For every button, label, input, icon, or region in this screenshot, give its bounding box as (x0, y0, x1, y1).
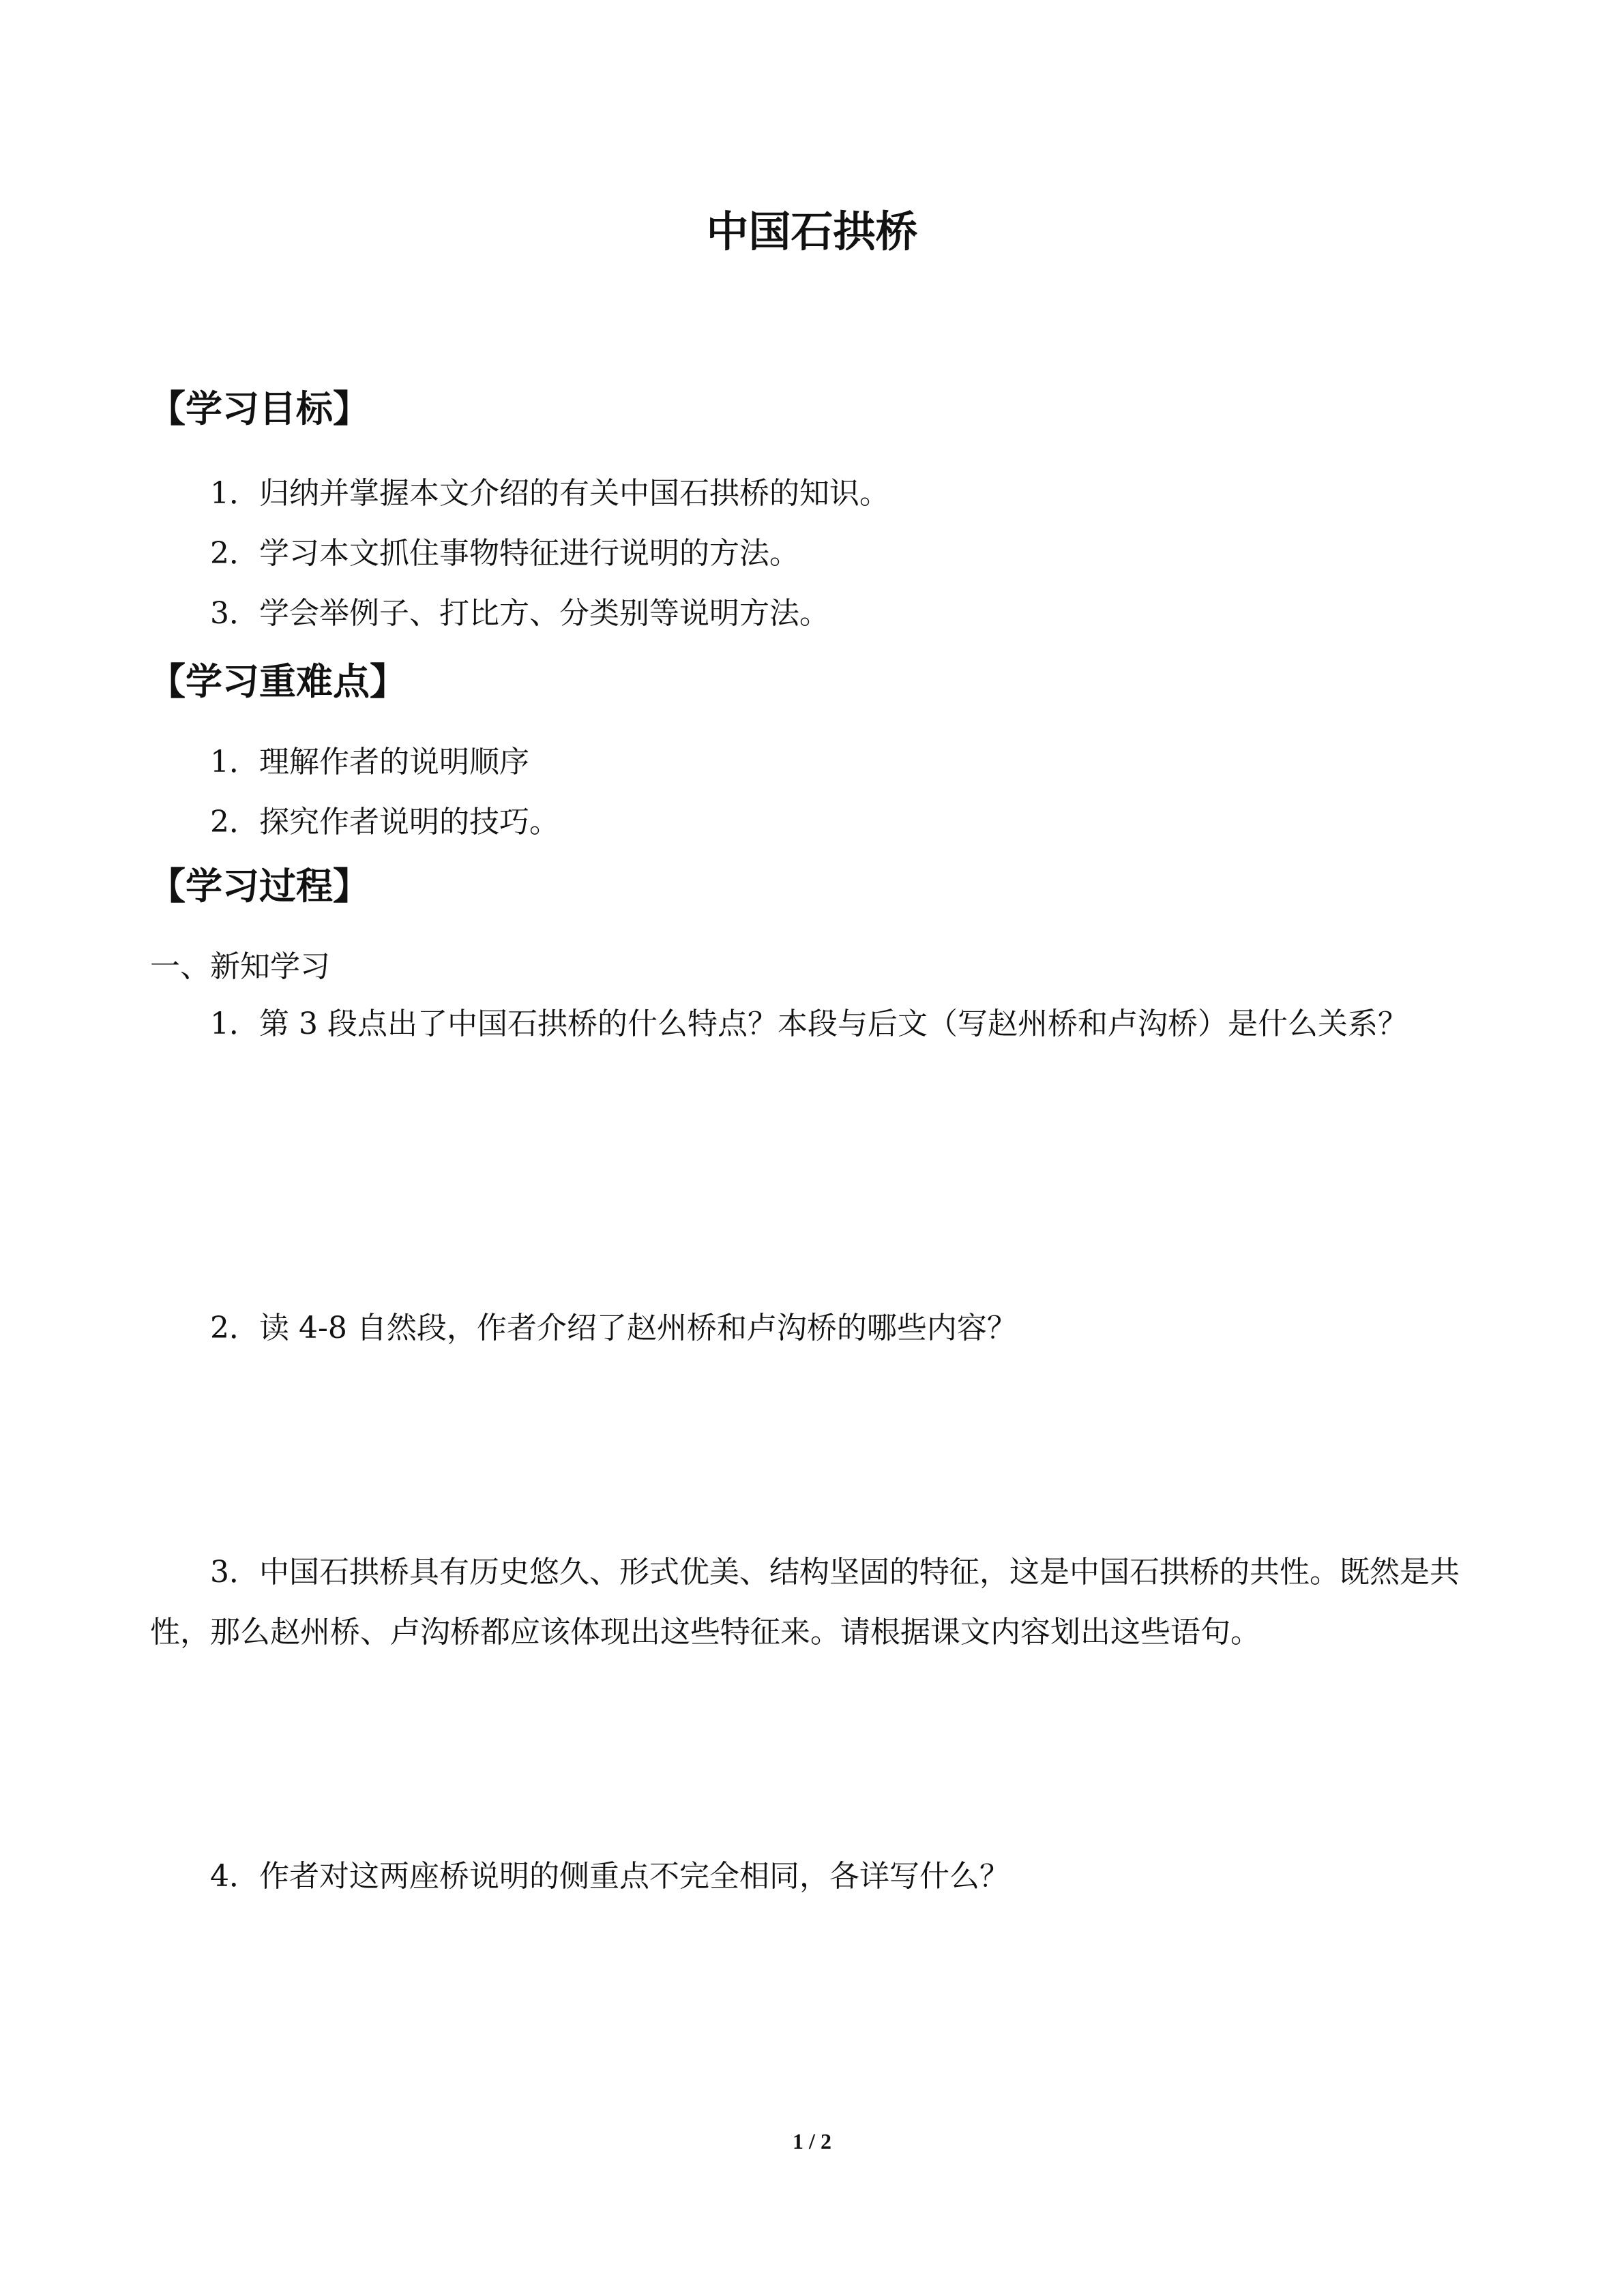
page-number: 1 / 2 (793, 2129, 831, 2153)
subsection-heading: 一、新知学习 (150, 949, 330, 984)
page-title: 中国石拱桥 (706, 207, 918, 256)
section-heading-key-points: 【学习重难点】 (149, 660, 407, 703)
goal-item: 2．学习本文抓住事物特征进行说明的方法。 (210, 536, 799, 571)
question-4: 4．作者对这两座桥说明的侧重点不完全相同，各详写什么？ (210, 1859, 1009, 1894)
section-heading-process: 【学习过程】 (149, 865, 370, 908)
goal-item: 3．学会举例子、打比方、分类别等说明方法。 (210, 596, 829, 631)
key-point-item: 1．理解作者的说明顺序 (210, 745, 529, 779)
question-1: 1．第 3 段点出了中国石拱桥的什么特点？本段与后文（写赵州桥和卢沟桥）是什么关系？ (210, 1007, 1408, 1041)
question-2: 2．读 4-8 自然段，作者介绍了赵州桥和卢沟桥的哪些内容？ (210, 1311, 1017, 1345)
key-point-item: 2．探究作者说明的技巧。 (210, 805, 559, 839)
section-heading-goals: 【学习目标】 (149, 387, 370, 430)
question-3: 3．中国石拱桥具有历史悠久、形式优美、结构坚固的特征，这是中国石拱桥的共性。既然是共性，那么赵州桥、卢沟桥都应该体现出这些特征来。请根据课文内容划出这些语句。 (150, 1555, 1460, 1650)
goal-item: 1．归纳并掌握本文介绍的有关中国石拱桥的知识。 (210, 476, 889, 511)
